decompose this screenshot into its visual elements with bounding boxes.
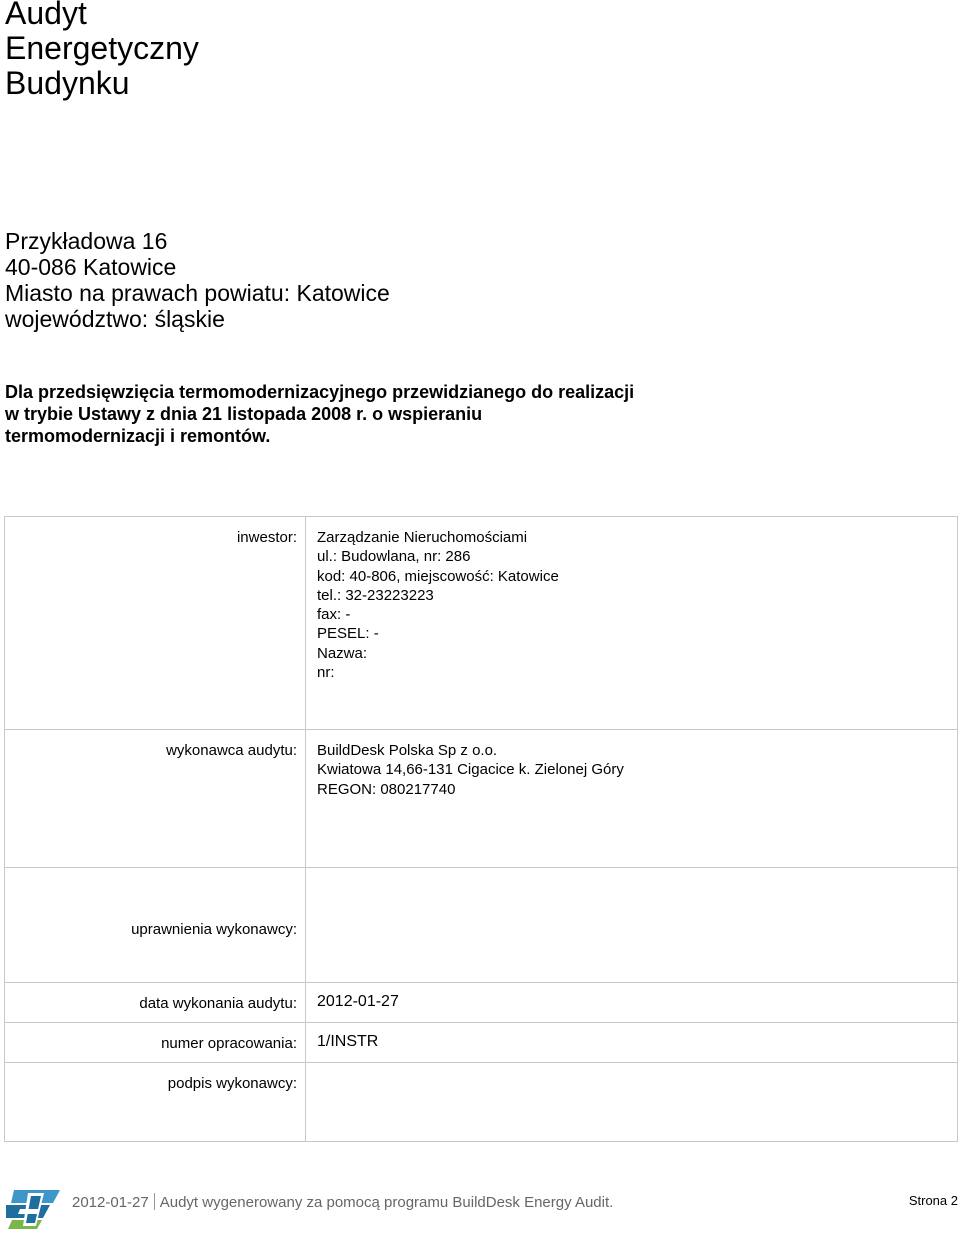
permissions-value <box>306 868 958 983</box>
page-footer <box>0 1185 960 1229</box>
builddesk-logo-icon <box>6 1187 60 1229</box>
investor-line: PESEL: - <box>317 625 379 643</box>
investor-line: nr: <box>317 664 335 682</box>
page-number: Strona 2 <box>908 1193 958 1208</box>
audit-date-row <box>5 983 958 1023</box>
building-address <box>5 228 390 332</box>
investor-line: Nazwa: <box>317 644 368 662</box>
investor-details <box>306 517 958 730</box>
footer-date: 2012-01-27 <box>72 1194 149 1211</box>
signature-row <box>5 1063 958 1142</box>
audit-info-table <box>4 516 958 1142</box>
study-number-row <box>5 1023 958 1063</box>
investor-label: inwestor: <box>5 517 306 730</box>
intro-statement: Dla przedsięwzięcia termomodernizacyjnego przewidzianego do realizacji w trybie Ustawy z dnia 21 listopada 2008 r. o wspieraniu termomodernizacji i remontów. <box>5 382 635 446</box>
contractor-row <box>5 730 958 868</box>
permissions-label: uprawnienia wykonawcy: <box>5 868 306 983</box>
investor-line: Zarządzanie Nieruchomościami <box>317 529 528 546</box>
investor-line: tel.: 32-23223223 <box>317 586 434 604</box>
contractor-label: wykonawca audytu: <box>5 730 306 868</box>
contractor-details <box>306 730 958 868</box>
footer-note: Audyt wygenerowany za pomocą programu BuildDesk Energy Audit. <box>159 1194 614 1211</box>
investor-line: fax: - <box>317 606 351 624</box>
document-title <box>5 0 405 101</box>
audit-date-label: data wykonania audytu: <box>5 983 306 1023</box>
address-postal: 40-086 Katowice <box>5 254 177 280</box>
contractor-line: Kwiatowa 14,66-131 Cigacice k. Zielonej Góry <box>317 761 624 779</box>
investor-line: ul.: Budowlana, nr: 286 <box>317 548 471 566</box>
investor-line: kod: 40-806, miejscowość: Katowice <box>317 567 559 585</box>
footer-separator <box>154 1193 155 1210</box>
address-street: Przykładowa 16 <box>5 228 168 254</box>
address-voivodeship: województwo: śląskie <box>5 306 225 332</box>
study-number-label: numer opracowania: <box>5 1023 306 1063</box>
investor-row <box>5 517 958 730</box>
signature-label: podpis wykonawcy: <box>5 1063 306 1142</box>
study-number-value: 1/INSTR <box>306 1023 958 1063</box>
audit-date-value: 2012-01-27 <box>306 983 958 1023</box>
contractor-line: REGON: 080217740 <box>317 780 456 798</box>
contractor-line: BuildDesk Polska Sp z o.o. <box>317 742 498 759</box>
footer-generated-note <box>72 1193 613 1211</box>
title-line-3: Budynku <box>5 65 130 101</box>
address-county: Miasto na prawach powiatu: Katowice <box>5 280 390 306</box>
signature-value <box>306 1063 958 1142</box>
permissions-row <box>5 868 958 983</box>
title-line-1: Audyt <box>5 0 87 31</box>
title-line-2: Energetyczny <box>5 30 199 66</box>
